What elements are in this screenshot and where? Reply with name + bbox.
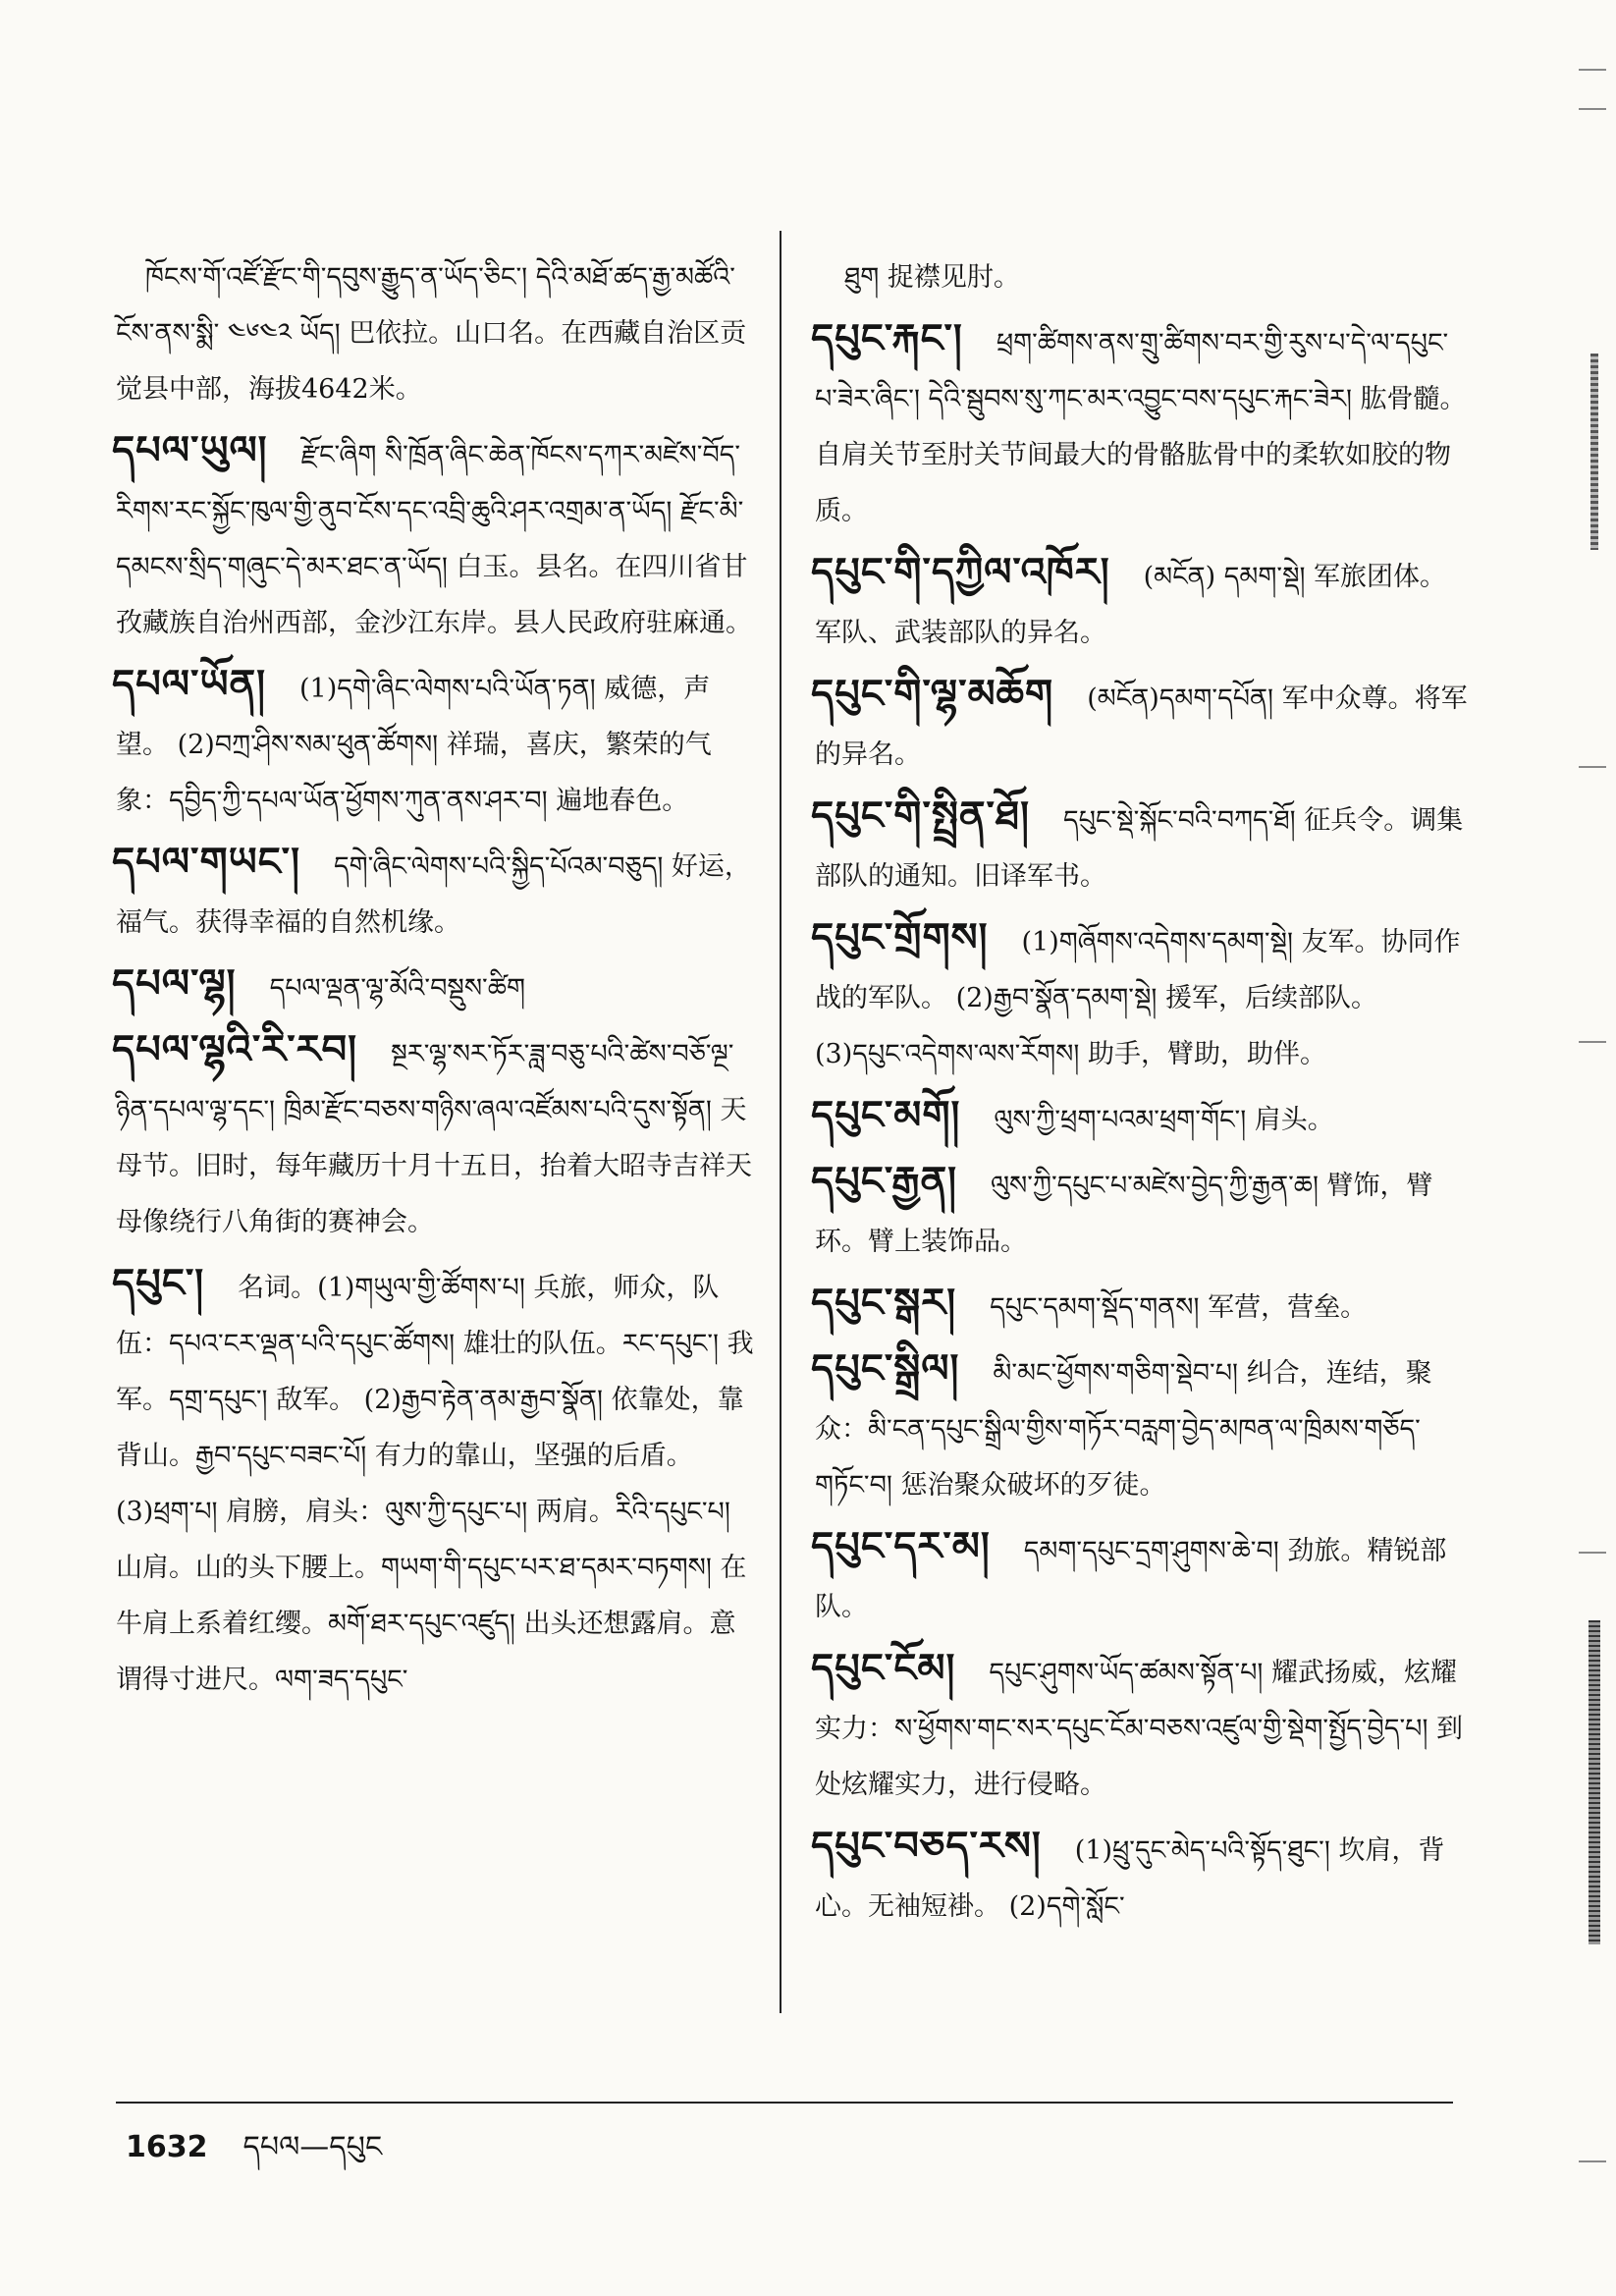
- entry-text: དཔུང་སྡེ་སྐོང་བའི་བཀད་ཐོ། 征兵令。调集部队的通知。旧译军书。: [815, 805, 1464, 892]
- margin-tick: [1579, 1552, 1606, 1554]
- dictionary-entry: [112, 423, 754, 651]
- dictionary-entry: [811, 1088, 1468, 1148]
- entry-headword: དཔུང་སྒྲིལ།: [811, 1346, 960, 1392]
- entry-headword: དཔུང་རྐང་།: [811, 316, 963, 361]
- entry-headword: དཔུང་མགོ།: [811, 1093, 961, 1138]
- margin-tick: [1579, 2160, 1606, 2162]
- entry-headword: དཔུང་སྒར།: [811, 1281, 957, 1326]
- margin-tick: [1579, 766, 1606, 768]
- entry-text: དཔུང་དམག་སྡོད་གནས། 军营，营垒。: [990, 1292, 1368, 1323]
- footer-rule: [116, 2102, 1453, 2104]
- entry-headword: དཔུང་བཅད་རས།: [811, 1824, 1042, 1869]
- dictionary-entry: [811, 1819, 1468, 1935]
- entry-text: (1)དགེ་ཞིང་ལེགས་པའི་ཡོན་ཏན། 威德，声望。 (2)བཀྲ་ཤིས་སམ་ཕུན་ཚོགས། 祥瑞，喜庆，繁荣的气象：དབྱིད་ཀྱི་དཔལ་ཡོན་ཕྱོགས་ཀུན་ནས་ཤར་བ། 遍地春色。: [116, 674, 712, 816]
- column-divider: [780, 231, 781, 2013]
- margin-tick: [1579, 69, 1606, 71]
- entry-text: དགེ་ཞིང་ལེགས་པའི་སྐྱིད་པོའམ་བཅུད། 好运，福气。获得幸福的自然机缘。: [116, 851, 751, 938]
- page-range: དཔལ—དཔུང: [242, 2130, 383, 2164]
- entry-text: (མངོན) དམག་སྡེ། 军旅团体。军队、武装部队的异名。: [815, 562, 1447, 648]
- entry-text: དམག་དཔུང་དྲག་ཤུགས་ཆེ་བ། 劲旅。精锐部队。: [815, 1536, 1447, 1622]
- dictionary-entry: [811, 545, 1468, 661]
- dictionary-entry: [815, 246, 1468, 305]
- margin-scan-bar: [1589, 1620, 1600, 1944]
- page-footer: [126, 2114, 382, 2197]
- dictionary-entry: [112, 1022, 754, 1250]
- dictionary-entry: [811, 1276, 1468, 1336]
- page-number: 1632: [126, 2130, 208, 2164]
- dictionary-entry: [811, 311, 1468, 539]
- entry-text: ཁོངས་གོ་འཛོ་རྫོང་གི་དབུས་རྒྱུད་ན་ཡོད་ཅིང་། དེའི་མཐོ་ཚད་རྒྱ་མཚོའི་ངོས་ནས་སྨི་ ༤༦༤༢ ཡོད། 巴依拉。山口名。在西藏自治区贡觉县中部，海拔4642米。: [116, 262, 747, 405]
- margin-tick: [1579, 108, 1606, 110]
- entry-text: 名词。(1)གཡུལ་གྱི་ཚོགས་པ། 兵旅，师众，队伍：དཔའ་ངར་ལྡན་པའི་དཔུང་ཚོགས། 雄壮的队伍。རང་དཔུང་། 我军。དགྲ་དཔུང་། 敌军。 (2)རྒྱབ་རྟེན་ནམ་རྒྱབ་སྣོན། 依靠处，靠背山。རྒྱབ་དཔུང་བཟང་པོ། 有力的靠山，坚强的后盾。 (3)ཕྲག་པ། 肩膀，肩头：ལུས་ཀྱི་དཔུང་པ། 两肩。རིའི་དཔུང་པ། 山肩。山的头下腰上。གཡག་གི་དཔུང་པར་ཐ་དམར་བཏགས། 在牛肩上系着红缨。མགོ་ཐར་དཔུང་འཛུད། 出头还想露肩。意谓得寸进尺。ལག་ཟད་དཔུང་: [116, 1273, 754, 1695]
- entry-text: (1)ཕྲུ་དུང་མེད་པའི་སྟོད་ཐུང་། 坎肩，背心。无袖短褂。 (2)དགེ་སློང་: [815, 1835, 1445, 1922]
- scan-margin: [1571, 0, 1616, 2296]
- entry-headword: དཔལ་ལྷ།: [112, 961, 237, 1007]
- margin-scan-bar: [1590, 354, 1598, 550]
- dictionary-entry: [811, 1154, 1468, 1270]
- entry-headword: དཔལ་ཡོན།: [112, 662, 266, 707]
- entry-text: ཐུག 捉襟见肘。: [844, 262, 1020, 293]
- dictionary-entry: [116, 246, 754, 417]
- entry-text: རྫོང་ཞིག སི་ཁྲོན་ཞིང་ཆེན་ཁོངས་དཀར་མཛེས་བོད་རིགས་རང་སྐྱོང་ཁུལ་གྱི་ནུབ་ངོས་དང་འབྲི་ཆུའི་ཤར་འགྲམ་ན་ཡོད། རྫོང་མི་དམངས་སྲིད་གཞུང་དེ་མར་ཐང་ན་ཡོད། 白玉。县名。在四川省甘孜藏族自治州西部，金沙江东岸。县人民政府驻麻通。: [116, 440, 752, 638]
- entry-headword: དཔུང་དར་མ།: [811, 1524, 991, 1569]
- dictionary-entry: [811, 1519, 1468, 1635]
- entry-text: (1)གཞོགས་འདེགས་དམག་སྡེ། 友军。协同作战的军队。 (2)རྒྱབ་སྣོན་དམག་སྡེ། 援军，后续部队。 (3)དཔུང་འདེགས་ལས་རོགས། 助手，臂助，助伴。: [815, 927, 1461, 1069]
- right-column: [811, 246, 1468, 1941]
- entry-text: ལུས་ཀྱི་ཕྲག་པའམ་ཕྲག་གོང་། 肩头。: [994, 1105, 1334, 1135]
- dictionary-entry: [112, 1256, 754, 1708]
- dictionary-entry: [112, 835, 754, 951]
- entry-headword: དཔལ་ལྷའི་རི་རབ།: [112, 1027, 358, 1072]
- left-column: [112, 246, 754, 1714]
- dictionary-entry: [811, 1341, 1468, 1513]
- entry-headword: དཔལ་ཡུལ།: [112, 428, 268, 473]
- entry-text: སྔར་ལྷ་སར་ཏོར་ཟླ་བཅུ་པའི་ཚེས་བཅོ་ལྔ་ཉིན་དཔལ་ལྷ་དང་། ཁྲིམ་རྫོང་བཅས་གཉིས་ཞལ་འཛོམས་པའི་དུས་སྟོན། 天母节。旧时，每年藏历十月十五日，抬着大昭寺吉祥天母像绕行八角街的赛神会。: [116, 1039, 752, 1237]
- entry-headword: དཔུང་གི་སྤྲིན་ཐོ།: [811, 793, 1030, 839]
- entry-headword: དཔུང་།: [112, 1261, 205, 1306]
- dictionary-entry: [811, 910, 1468, 1082]
- entry-text: ཕྲག་ཚིགས་ནས་གྲུ་ཚིགས་བར་གྱི་རུས་པ་དེ་ལ་དཔུང་པ་ཟེར་ཞིང་། དེའི་སྦུབས་སུ་ཀང་མར་འབྱུང་བས་དཔུང་རྐང་ཟེར། 肱骨髓。自肩关节至肘关节间最大的骨骼肱骨中的柔软如胶的物质。: [815, 328, 1467, 526]
- entry-text: དཔལ་ལྡན་ལྷ་མོའི་བསྡུས་ཚིག: [269, 973, 525, 1004]
- margin-tick: [1579, 1041, 1606, 1043]
- entry-headword: དཔུང་གི་དཀྱིལ་འཁོར།: [811, 550, 1110, 595]
- entry-text: མི་མང་ཕྱོགས་གཅིག་སྡེབ་པ། 纠合，连结，聚众：མི་ངན་དཔུང་སྒྲིལ་གྱིས་གཏོར་བརླག་བྱེད་མཁན་ལ་ཁྲིམས་གཅོད་གཏོང་བ། 惩治聚众破坏的歹徒。: [815, 1358, 1432, 1501]
- entry-text: (མངོན)དམག་དཔོན། 军中众尊。将军的异名。: [815, 683, 1468, 770]
- dictionary-entry: [112, 657, 754, 829]
- dictionary-entry: [811, 1641, 1468, 1813]
- dictionary-entry: [811, 667, 1468, 783]
- entry-headword: དཔུང་གི་ལྷ་མཆོག: [811, 672, 1054, 717]
- dictionary-entry: [112, 957, 754, 1016]
- entry-headword: དཔུང་གྲོགས།: [811, 915, 989, 960]
- entry-headword: དཔུང་ངོམ།: [811, 1646, 956, 1691]
- entry-headword: དཔུང་རྒྱན།: [811, 1159, 957, 1204]
- entry-text: ལུས་ཀྱི་དཔུང་པ་མཛེས་བྱེད་ཀྱི་རྒྱན་ཆ། 臂饰，臂环。臂上装饰品。: [815, 1171, 1433, 1257]
- dictionary-entry: [811, 789, 1468, 904]
- entry-text: དཔུང་ཤུགས་ཡོད་ཚམས་སྟོན་པ། 耀武扬威，炫耀实力：ས་ཕྱོགས་གང་སར་དཔུང་ངོམ་བཅས་འཛུལ་གྱི་སྡེག་སྤྱོད་བྱེད་པ། 到处炫耀实力，进行侵略。: [815, 1658, 1464, 1800]
- entry-headword: དཔལ་གཡང་།: [112, 840, 300, 885]
